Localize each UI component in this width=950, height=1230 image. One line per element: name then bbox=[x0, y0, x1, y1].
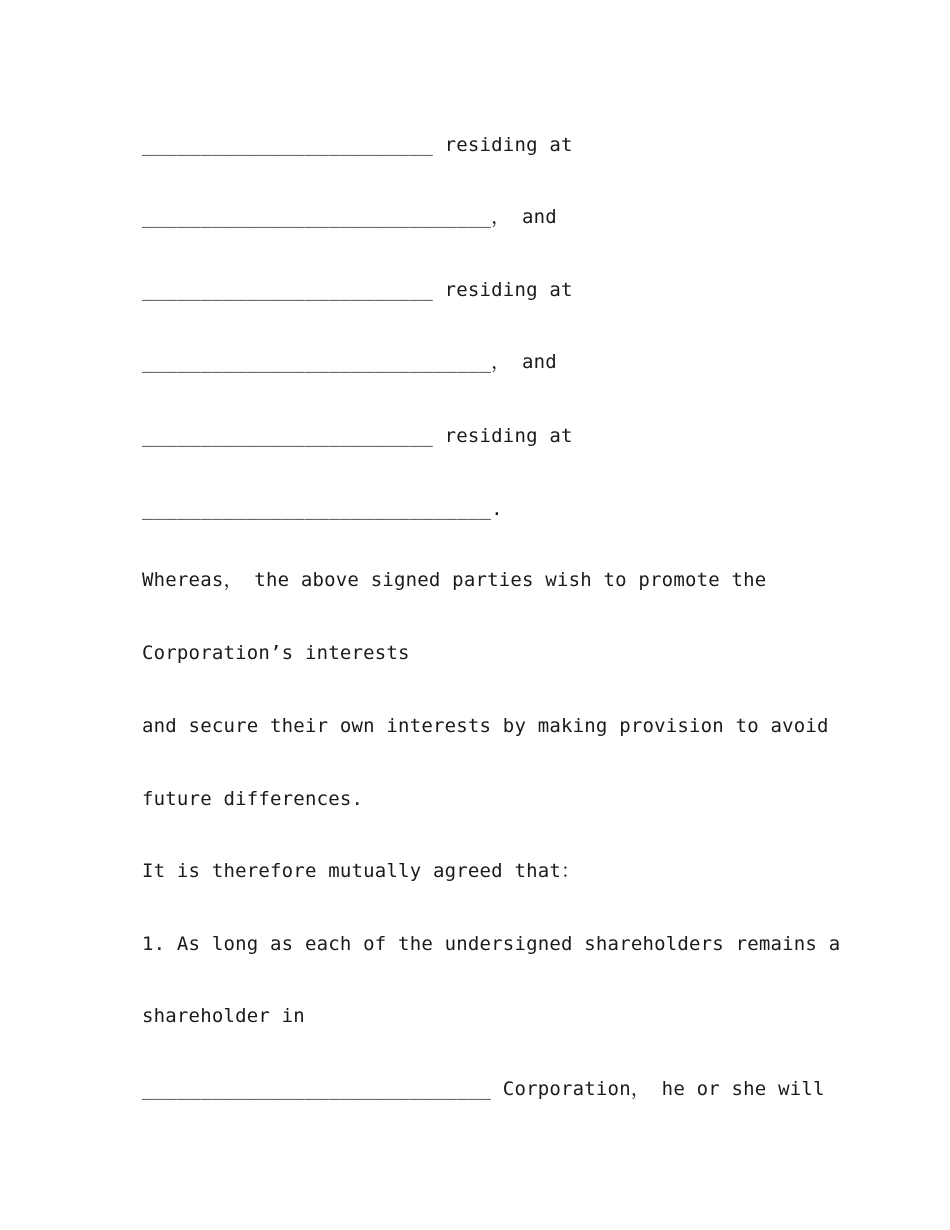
whereas-clause-line-2: Corporation’s interests bbox=[142, 642, 410, 664]
whereas-clause-line-1: Whereas， the above signed parties wish to promote the bbox=[142, 569, 767, 591]
whereas-clause-line-3: and secure their own interests by making provision to avoid bbox=[142, 715, 829, 737]
agreement-intro: It is therefore mutually agreed that： bbox=[142, 860, 581, 882]
clause-1-line-3: ______________________________ Corporation， he or she will bbox=[142, 1078, 825, 1100]
party-2-name-line: _________________________ residing at bbox=[142, 279, 573, 301]
whereas-clause-line-4: future differences. bbox=[142, 788, 364, 810]
party-3-name-line: _________________________ residing at bbox=[142, 425, 573, 447]
clause-1-line-2: shareholder in bbox=[142, 1005, 305, 1027]
clause-1-line-1: 1. As long as each of the undersigned shareholders remains a bbox=[142, 933, 841, 955]
party-2-address-line: ______________________________， and bbox=[142, 351, 557, 373]
party-1-name-line: _________________________ residing at bbox=[142, 134, 573, 156]
party-3-address-line: ______________________________. bbox=[142, 498, 503, 520]
party-1-address-line: ______________________________， and bbox=[142, 206, 557, 228]
